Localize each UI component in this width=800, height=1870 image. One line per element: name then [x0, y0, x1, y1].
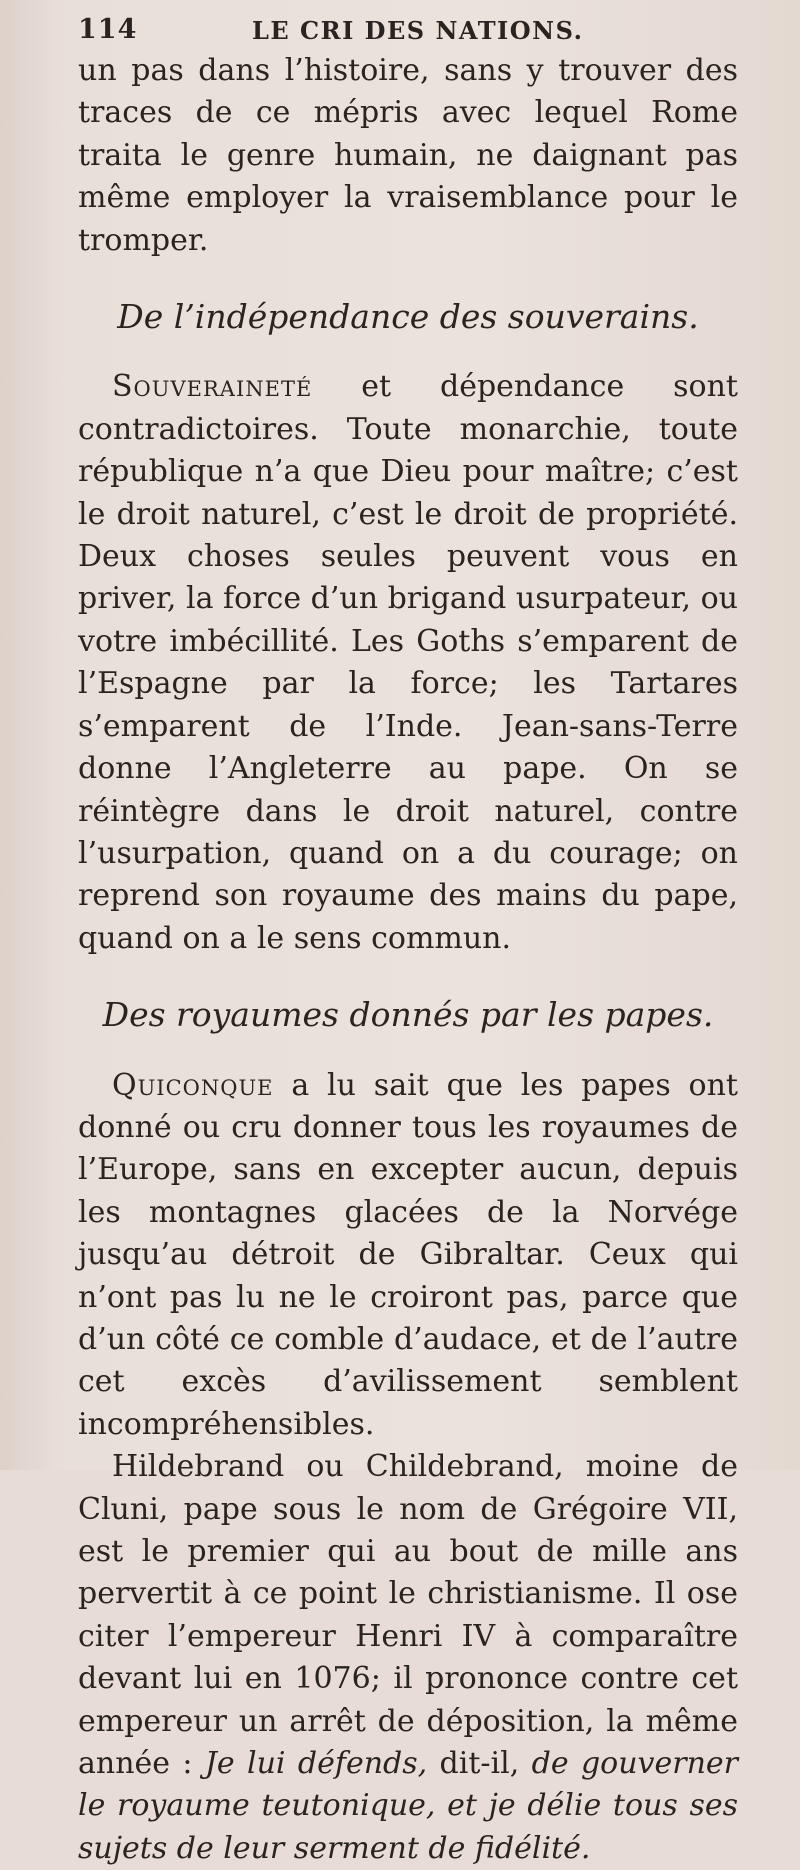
paragraph-quiconque [78, 1065, 738, 1447]
page-header [78, 14, 738, 50]
section-heading-independence: De l’indépendance des souverains. [117, 297, 699, 337]
paragraph-hildebrand [78, 1446, 738, 1870]
paragraph-body: a lu sait que les papes ont donné ou cru donner tous les royaumes de l’Europe, sans en excepter aucun, depuis les montagnes glacées de la Norvége jusqu’au détroit de Gibraltar. Ceux qui n’ont pas lu ne le croiront pas, parce que d’un côté ce comble d’audace, et de l’autre cet excès d’avilissement semblent incompréhensibles. [78, 1067, 738, 1442]
paragraph-souverainete [78, 366, 738, 960]
paragraph-body: Hildebrand ou Childebrand, moine de Cluni, pape sous le nom de Grégoire VII, est le premier qui au bout de mille ans pervertit à ce point le christianisme. Il ose citer l’empereur Henri IV à comparaître devant lui en 1076; il prononce contre cet empereur un arrêt de déposition, la même année : [78, 1449, 738, 1782]
paragraph-body: dit-il, [427, 1746, 532, 1782]
page-number: 114 [78, 14, 138, 45]
section-heading-royaumes: Des royaumes donnés par les papes. [102, 995, 714, 1035]
quote-italic: de gouverner le royaume teutonique, et je délie tous ses sujets de leur serment de fidélité. [78, 1746, 738, 1866]
paragraph-continued: un pas dans l’histoire, sans y trouver des traces de ce mépris avec lequel Rome traita le genre humain, ne daignant pas même employer la vraisemblance pour le tromper. [78, 53, 738, 258]
quote-italic: Je lui défends, [204, 1746, 428, 1782]
running-title: LE CRI DES NATIONS. [252, 16, 584, 45]
lead-word: Quiconque [112, 1067, 274, 1103]
lead-word: Souveraineté [112, 369, 313, 405]
paragraph-body: et dépendance sont contradictoires. Toute monarchie, toute république n’a que Dieu pour maître; c’est le droit naturel, c’est le droit de propriété. Deux choses seules peuvent vous en priver, la force d’un brigand usurpateur, ou votre imbécillité. Les Goths s’emparent de l’Espagne par la force; les Tartares s’emparent de l’Inde. Jean-sans-Terre donne l’Angleterre au pape. On se réintègre dans le droit naturel, contre l’usurpation, quand on a du courage; on reprend son royaume des mains du pape, quand on a le sens commun. [78, 369, 738, 956]
body-text [78, 50, 738, 1870]
